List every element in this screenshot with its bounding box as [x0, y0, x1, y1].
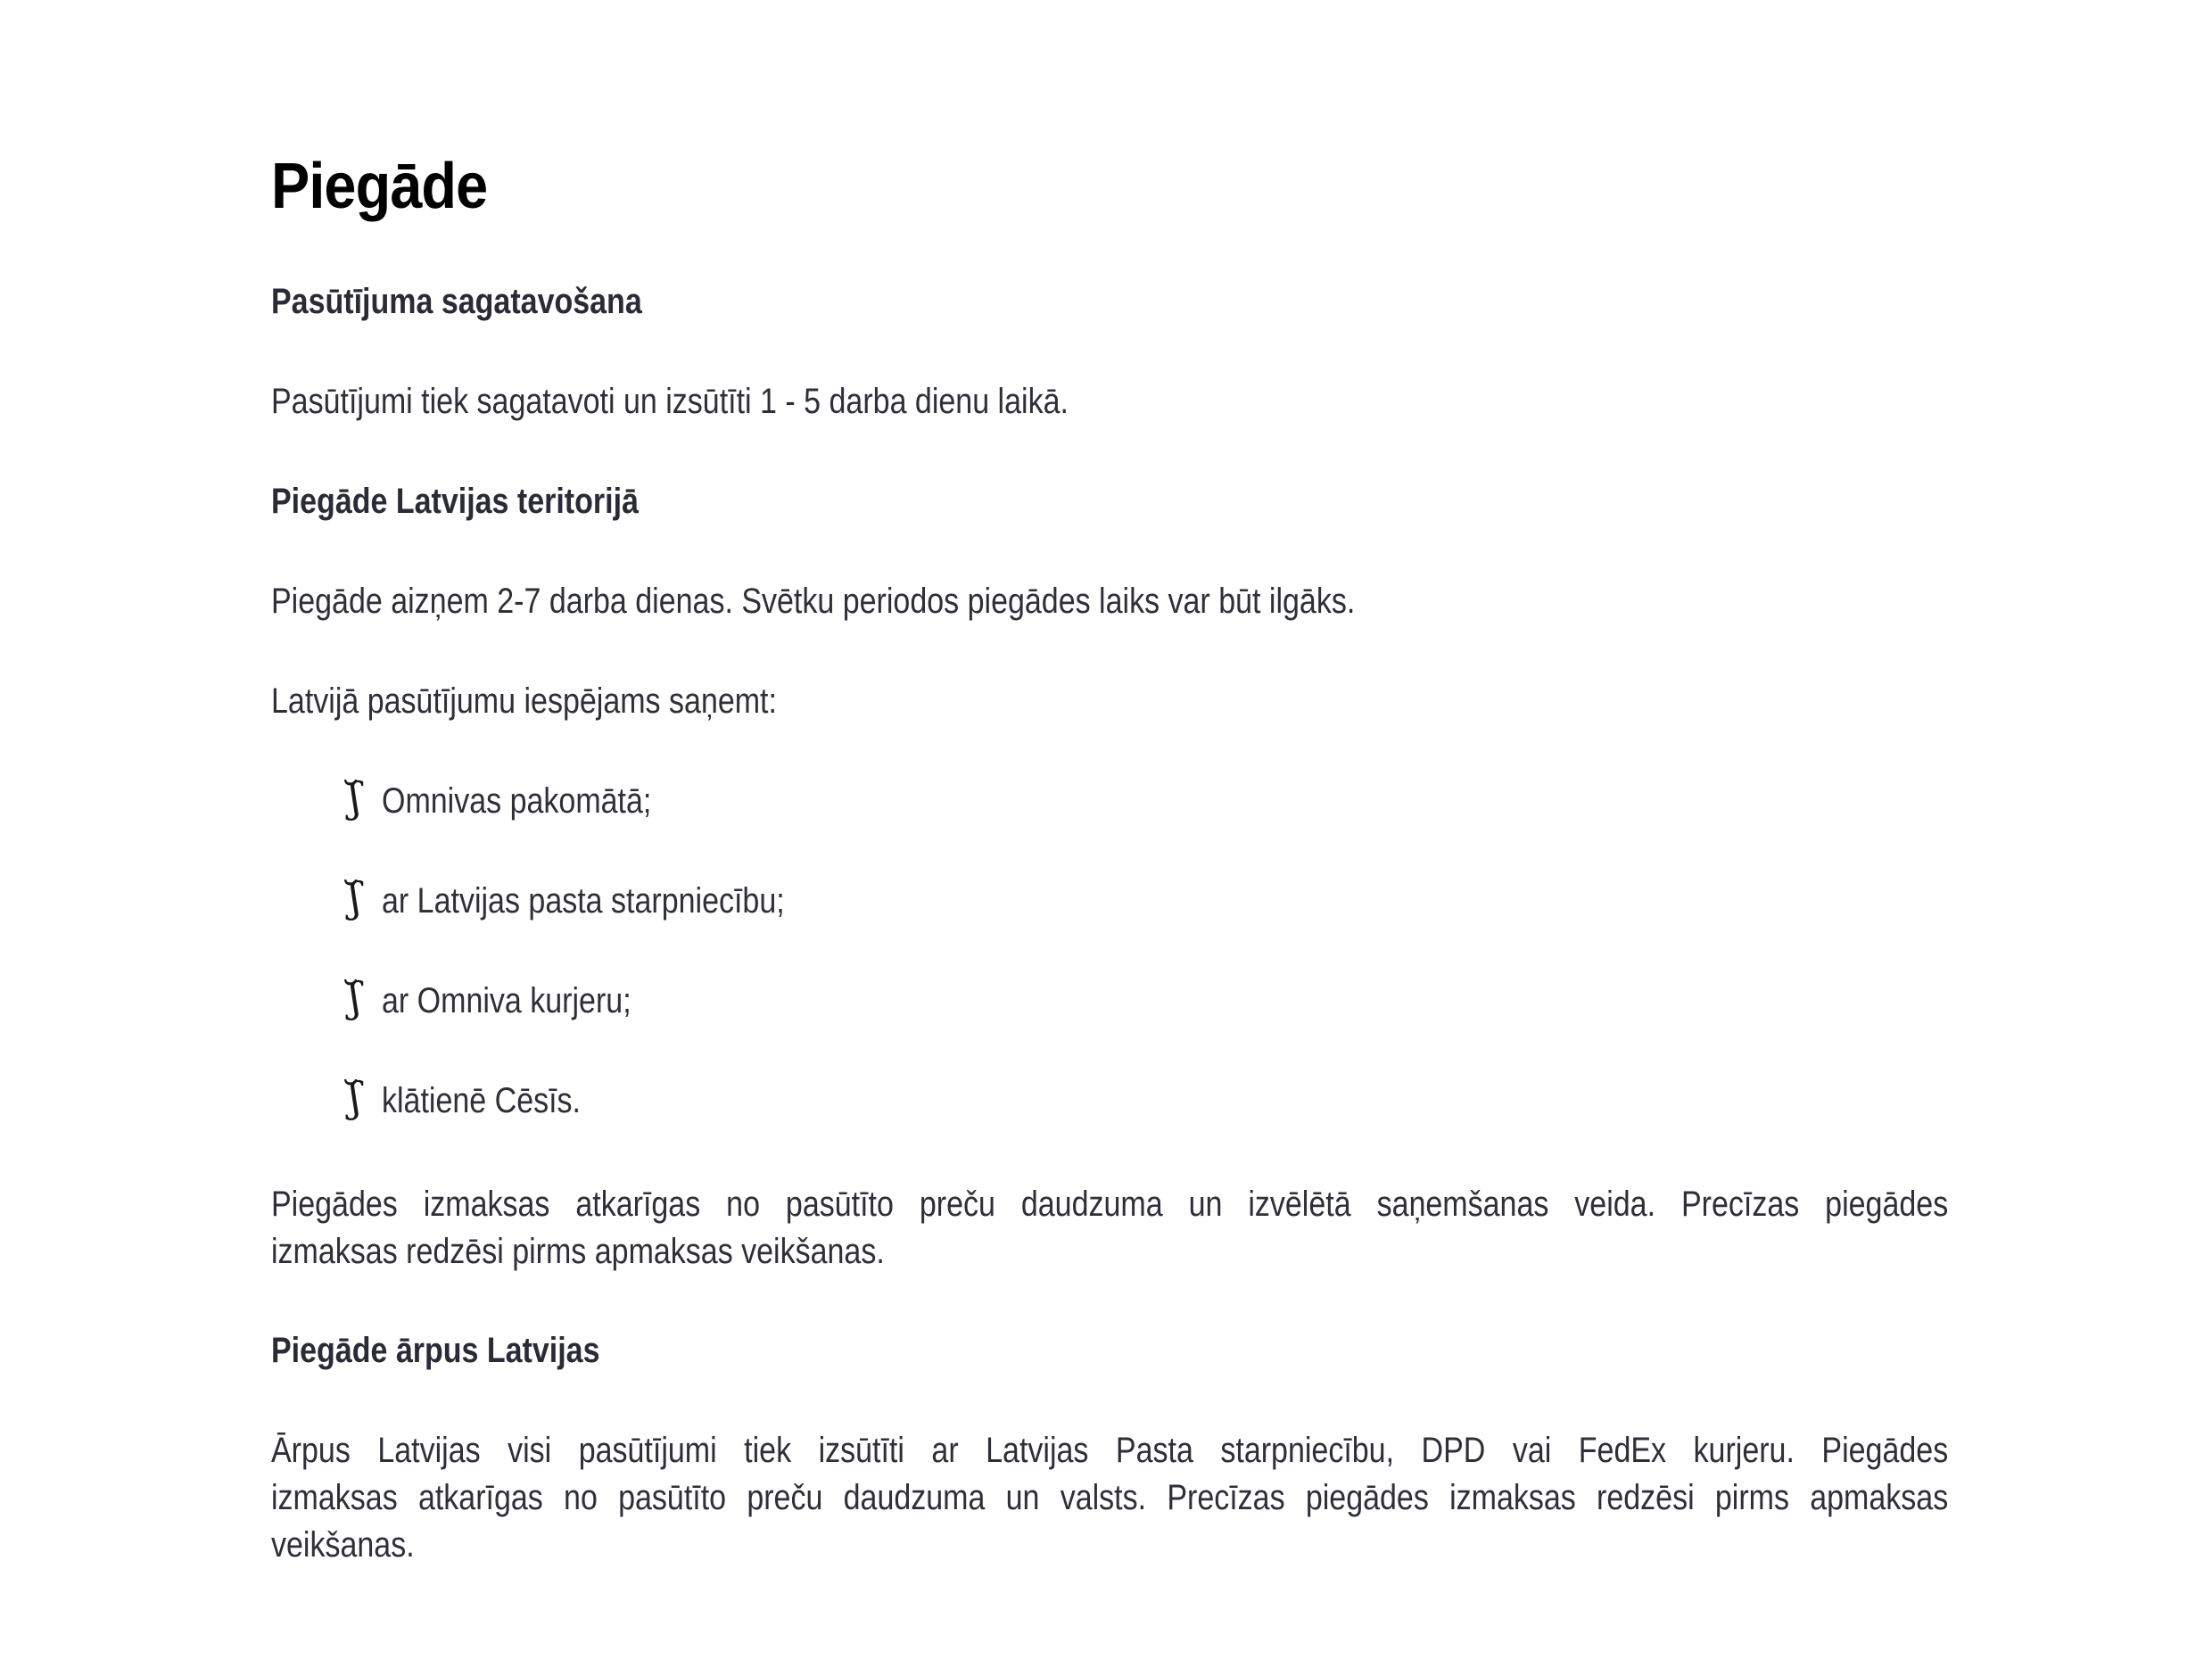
- section-heading-order-preparation: Pasūtījuma sagatavošana: [271, 282, 642, 321]
- latvia-delivery-time-text: Piegāde aizņem 2-7 darba dienas. Svētku periodos piegādes laiks var būt ilgāks.: [271, 582, 1356, 621]
- page-title: Piegāde: [271, 151, 488, 222]
- outside-latvia-paragraph: [271, 1427, 1948, 1569]
- paragraph-line: Ārpus Latvijas visi pasūtījumi tiek izsūtīti ar Latvijas Pasta starpniecību, DPD vai FedEx kurjeru. Piegādes: [271, 1431, 1949, 1470]
- list-item-text: klātienē Cēsīs.: [382, 1081, 581, 1120]
- order-preparation-text: Pasūtījumi tiek sagatavoti un izsūtīti 1 - 5 darba dienu laikā.: [271, 382, 1069, 421]
- bullet-symbol: ʃ̆: [350, 773, 361, 822]
- paragraph-line: Piegādes izmaksas atkarīgas no pasūtīto preču daudzuma un izvēlētā saņemšanas veida. Precīzas piegādes: [271, 1185, 1949, 1224]
- paragraph-line: izmaksas redzēsi pirms apmaksas veikšanas.: [271, 1232, 885, 1271]
- latvia-delivery-cost-paragraph: [271, 1181, 1948, 1276]
- section-heading-outside-latvia: Piegāde ārpus Latvijas: [271, 1331, 600, 1370]
- latvia-pickup-intro-text: Latvijā pasūtījumu iespējams saņemt:: [271, 681, 777, 721]
- list-item-text: ar Omniva kurjeru;: [382, 981, 631, 1020]
- section-heading-latvia-delivery: Piegāde Latvijas teritorijā: [271, 482, 639, 521]
- list-item-text: ar Latvijas pasta starpniecību;: [382, 881, 785, 921]
- paragraph-line: izmaksas atkarīgas no pasūtīto preču daudzuma un valsts. Precīzas piegādes izmaksas redzēsi pirms apmaksas: [271, 1478, 1949, 1517]
- bullet-symbol: ʃ̆: [350, 1073, 361, 1121]
- bullet-symbol: ʃ̆: [350, 873, 361, 921]
- bullet-symbol: ʃ̆: [350, 973, 361, 1021]
- list-item-text: Omnivas pakomātā;: [382, 781, 652, 821]
- paragraph-line: veikšanas.: [271, 1525, 415, 1565]
